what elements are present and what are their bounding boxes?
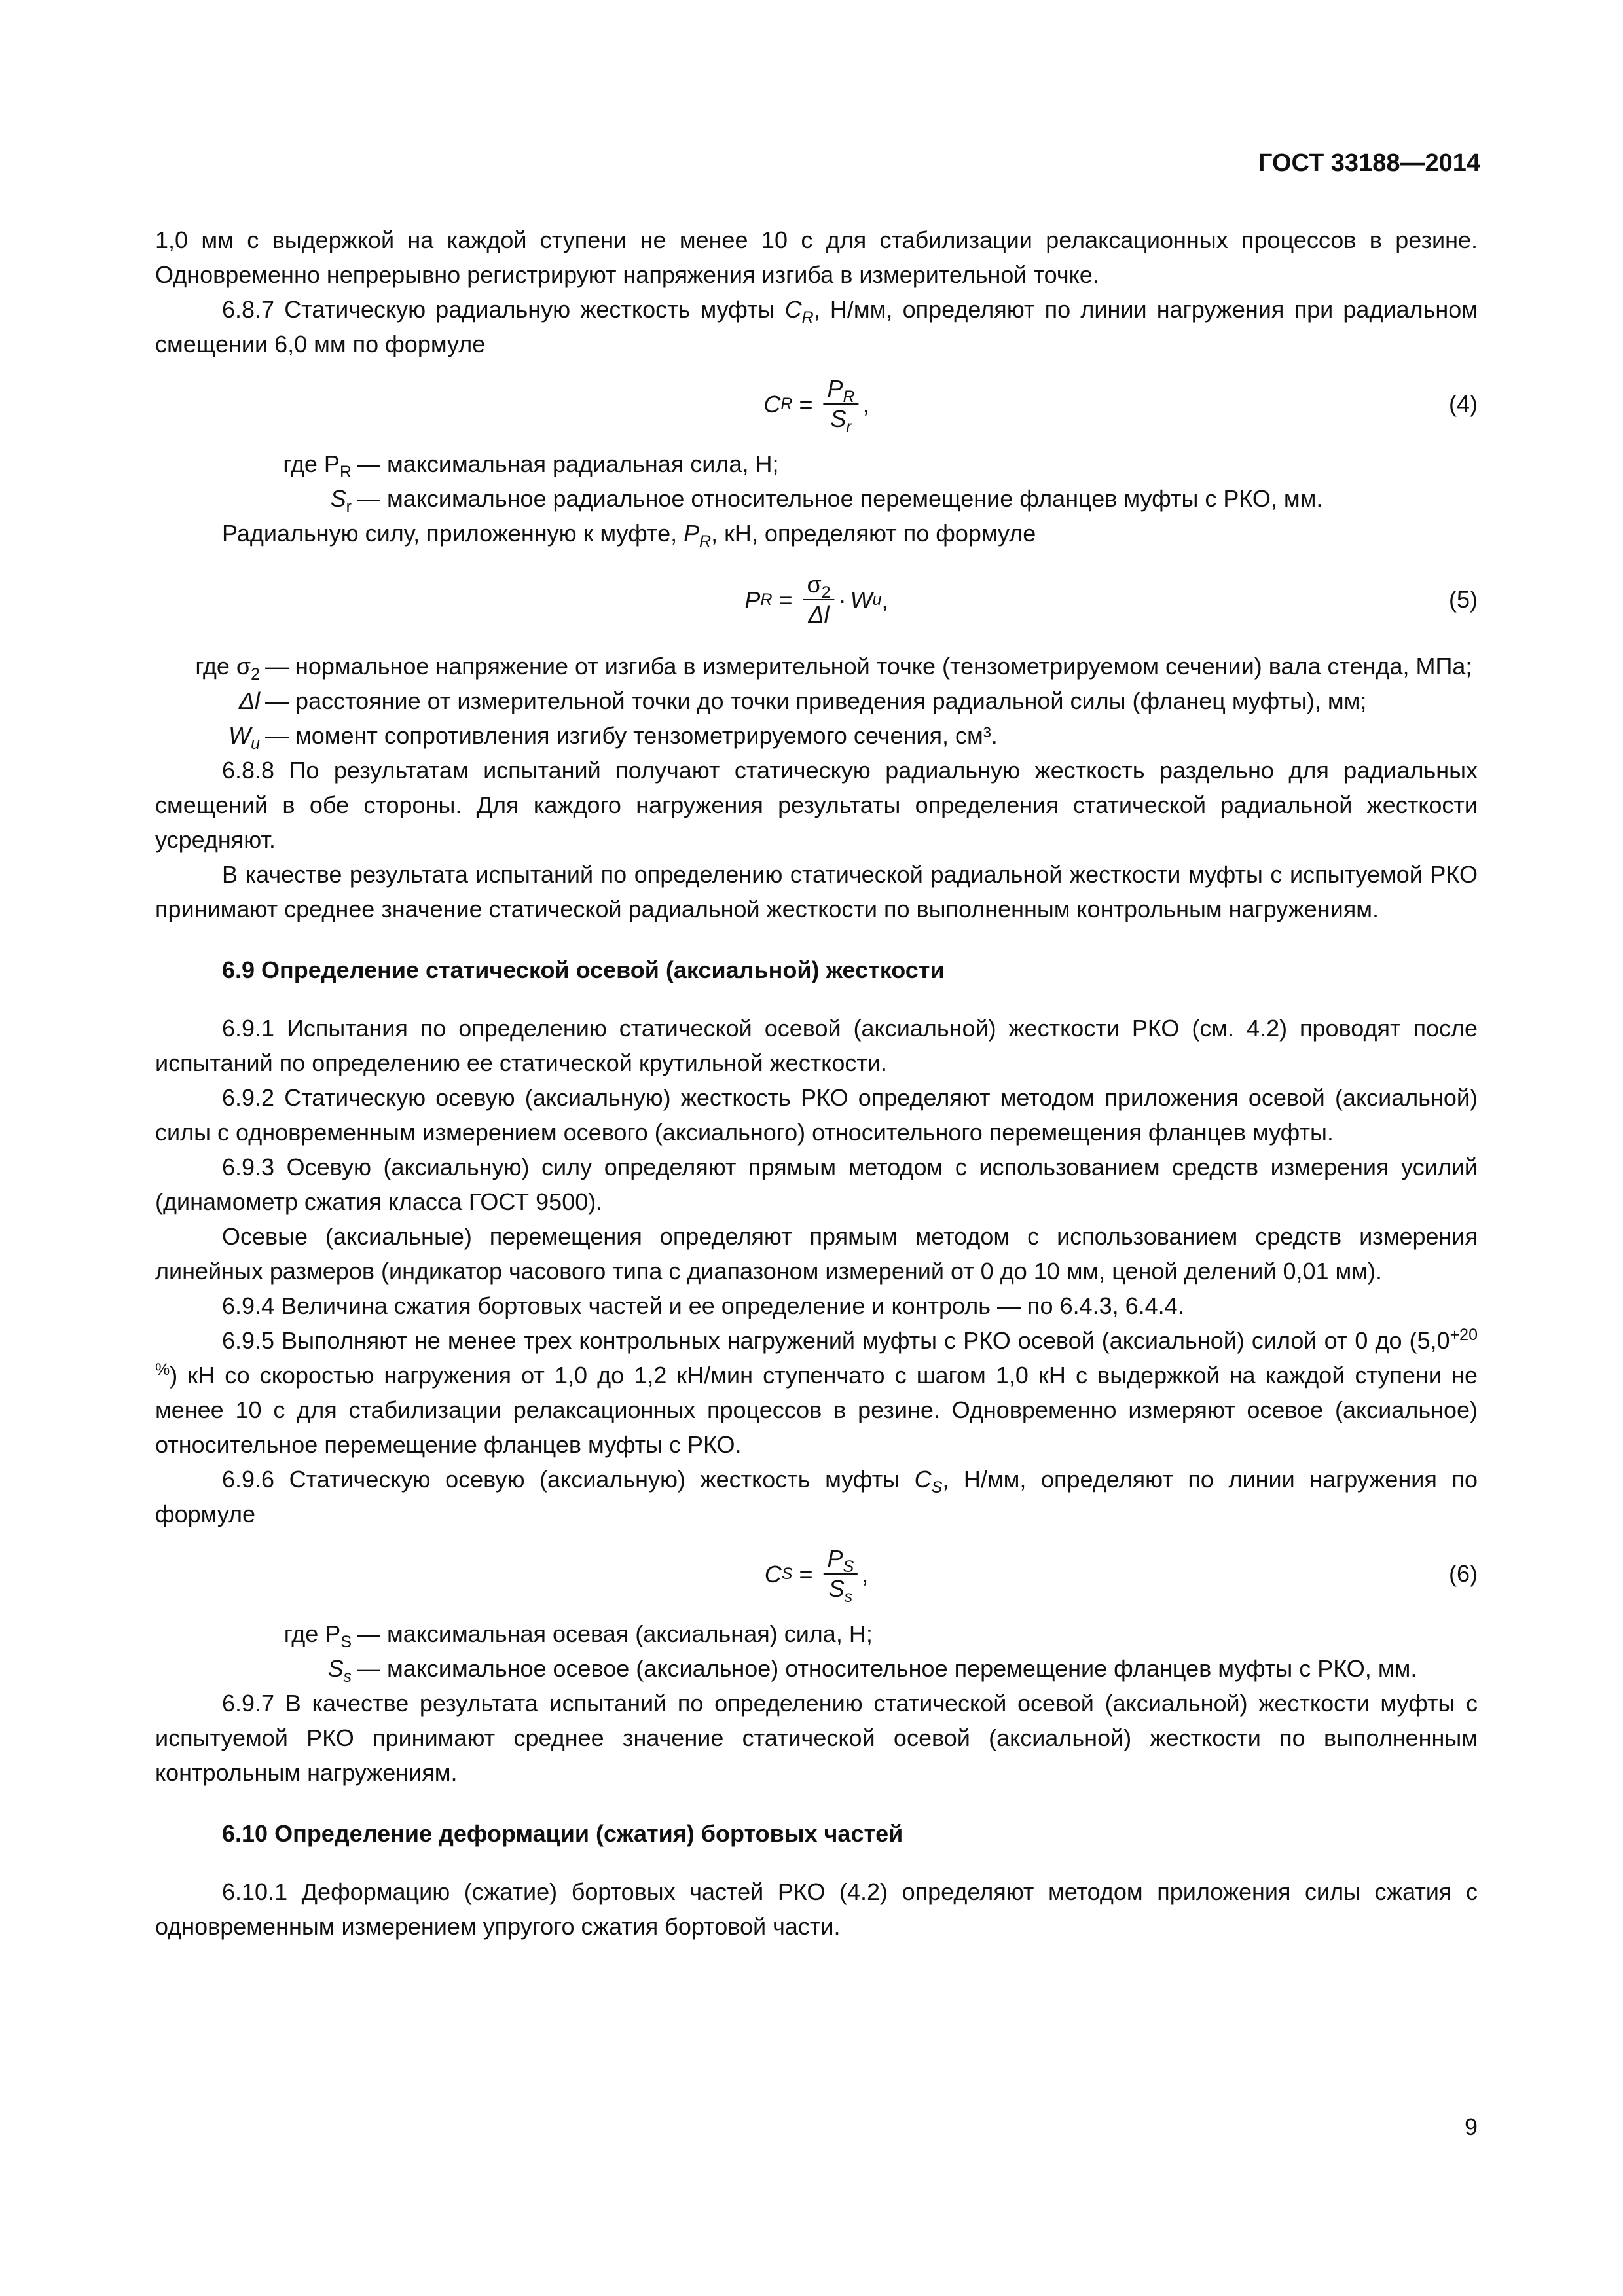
formula-number: (6) [1449,1560,1478,1587]
definitions-5 [155,649,1478,753]
paragraph-6-9-3: 6.9.3 Осевую (аксиальную) силу определяют прямым методом с использованием средств измерения усилий (динамометр сжатия класса ГОСТ 9500). [155,1154,1478,1215]
paragraph-radial-result: В качестве результата испытаний по определению статической радиальной жесткости муфты с испытуемой РКО принимают среднее значение статической радиальной жесткости по выполненным контрольным нагружениям. [155,861,1478,922]
fraction: $\frac{P_S}{S_s}$ [824,1544,858,1603]
paragraph-6-9-2: 6.9.2 Статическую осевую (аксиальную) жесткость РКО определяют методом приложения осевой (аксиальной) силы с одновременным измерением осевого (аксиального) относительного перемещения фланцев муфты. [155,1084,1478,1146]
paragraph-6-9-1: 6.9.1 Испытания по определению статической осевой (аксиальной) жесткости РКО (см. 4.2) проводят после испытаний по определению ее статической крутильной жесткости. [155,1015,1478,1076]
definition-item: где $P_S$ — максимальная осевая (аксиальная) сила, Н; [283,1620,873,1652]
paragraph-6-9-6: 6.9.6 Статическую осевую (аксиальную) жесткость муфты $C_S$, Н/мм, определяют по линии нагружения по формуле [155,1466,1478,1527]
definition-item: $W_u$ — момент сопротивления изгибу тензометрируемого сечения, см³. [228,722,998,754]
definitions-4 [155,446,1478,516]
section-heading-6-10: 6.10 Определение деформации (сжатия) бортовых частей [222,1820,903,1847]
paragraph-continuation: 1,0 мм с выдержкой на каждой ступени не менее 10 с для стабилизации релаксационных процессов в резине. Одновременно непрерывно регистрируют напряжения изгиба в измерительной точке. [155,227,1478,288]
definition-item: $S_r$ — максимальное радиальное относительное перемещение фланцев муфты с РКО, мм. [330,485,1323,517]
formula-5: P R = $\frac{\sigma_2}{\Delta l}$ · W u , (5) [744,571,1478,628]
paragraph-6-9-4: 6.9.4 Величина сжатия бортовых частей и ее определение и контроль — по 6.4.3, 6.4.4. [222,1292,1184,1319]
paragraph-6-10-1: 6.10.1 Деформацию (сжатие) бортовых частей РКО (4.2) определяют методом приложения силы сжатия с одновременным измерением упругого сжатия бортовой части. [155,1878,1478,1940]
formula-4: C R = $\frac{P_R}{S_r}$ , (4) [763,375,1478,437]
formula-6: C S = $\frac{P_S}{S_s}$ , (6) [764,1545,1478,1607]
paragraph-6-8-7: 6.8.7 Статическую радиальную жесткость муфты $C_R$, Н/мм, определяют по линии нагружения при радиальном смещении 6,0 мм по формуле [155,296,1478,357]
formula-number: (4) [1449,390,1478,417]
paragraph-6-9-7: 6.9.7 В качестве результата испытаний по определению статической осевой (аксиальной) жесткости муфты с испытуемой РКО принимают среднее значение статической осевой (аксиальной) жесткости по выполненным контрольным нагружениям. [155,1690,1478,1786]
paragraph-6-9-5: 6.9.5 Выполняют не менее трех контрольных нагружений муфты с РКО осевой (аксиальной) силой от 0 до $(5,0^{+20 \%})$ кН со скоростью нагружения от 1,0 до 1,2 кН/мин ступенчато с шагом 1,0 кН с выдержкой на каждой ступени не менее 10 с для стабилизации релаксационных процессов в резине. Одновременно измеряют осевое (аксиальное) относительное перемещение фланцев муфты с РКО. [155,1326,1478,1458]
fraction: $\frac{P_R}{S_r}$ [824,374,859,433]
definition-item: Δl — расстояние от измерительной точки до точки приведения радиальной силы (фланец муфты), мм; [238,687,1367,714]
page-number: 9 [1464,2113,1478,2140]
definitions-6 [155,1616,1478,1686]
definition-item: где $\sigma_2$ — нормальное напряжение от изгиба в измерительной точке (тензометрируемом сечении) вала стенда, МПа; [195,653,1472,684]
standard-header: ГОСТ 33188—2014 [1258,149,1480,177]
definition-item: $S_s$ — максимальное осевое (аксиальное) относительное перемещение фланцев муфты с РКО, мм. [327,1655,1417,1686]
page-content [155,223,1478,1944]
paragraph-axial-displacement: Осевые (аксиальные) перемещения определяют прямым методом с использованием средств измерения линейных размеров (индикатор часового типа с диапазоном измерений от 0 до 10 мм, ценой делений 0,01 мм). [155,1223,1478,1285]
section-heading-6-9: 6.9 Определение статической осевой (аксиальной) жесткости [222,957,945,983]
definition-item: где $P_R$ — максимальная радиальная сила, Н; [283,450,779,482]
paragraph-radial-force: Радиальную силу, приложенную к муфте, $P_R$, кН, определяют по формуле [222,520,1036,551]
paragraph-6-8-8: 6.8.8 По результатам испытаний получают статическую радиальную жесткость раздельно для радиальных смещений в обе стороны. Для каждого нагружения результаты определения статической радиальной жесткости усредняют. [155,757,1478,853]
formula-number: (5) [1449,586,1478,613]
fraction: $\frac{\sigma_2}{\Delta l}$ [803,570,835,629]
